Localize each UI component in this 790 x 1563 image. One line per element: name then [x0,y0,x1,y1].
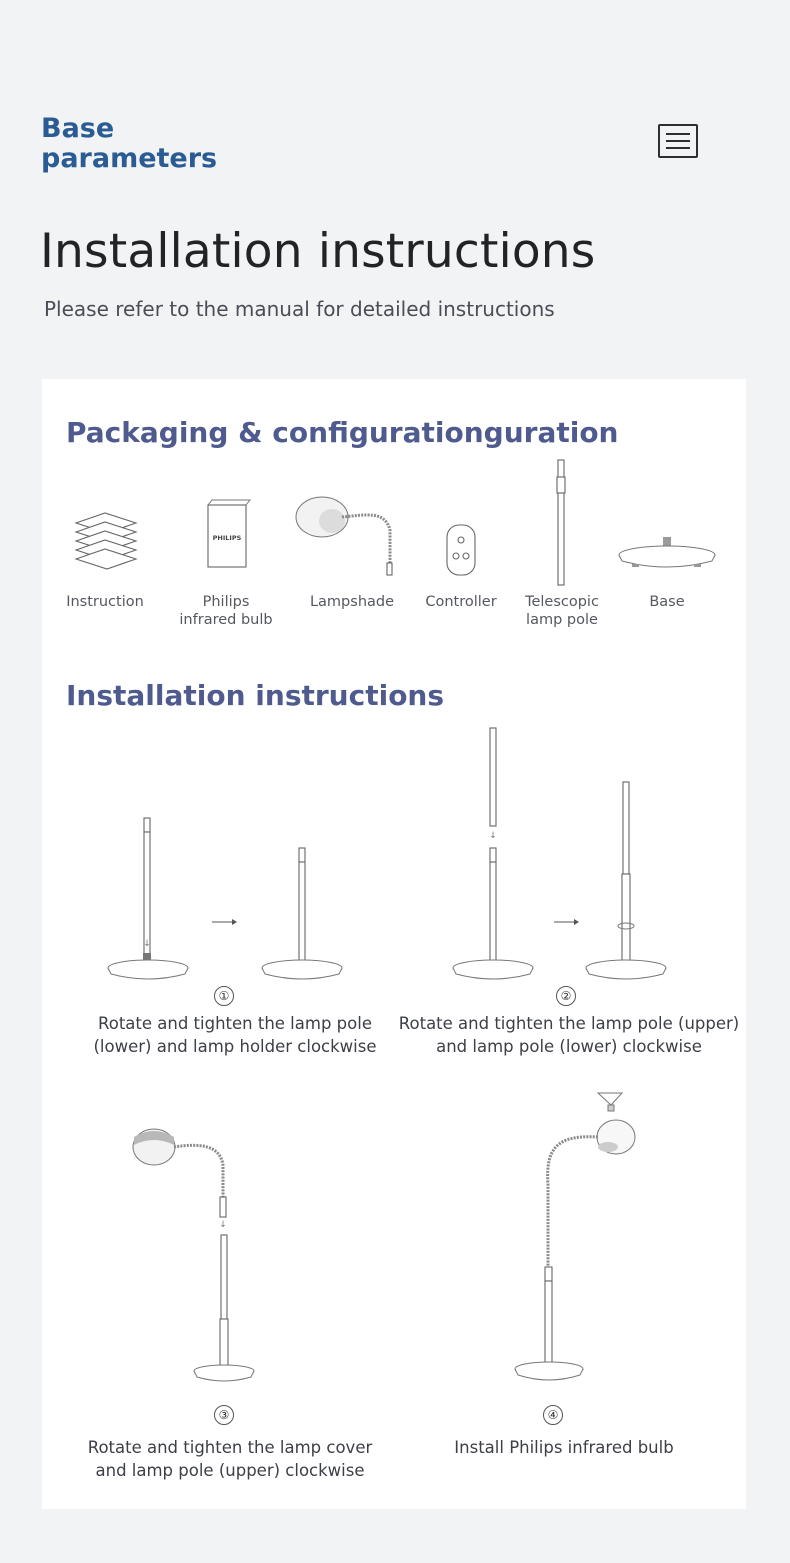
step-3-caption-line1: Rotate and tighten the lamp cover [87,1438,373,1457]
package-label: Telescopic [525,594,599,610]
steps-1-2-illustrations [90,720,710,990]
installation-section-title: Installation instructions [66,679,445,712]
step3-lampshade-and-pole-icon [133,1129,254,1381]
package-label: Lampshade [309,594,395,610]
menu-bar-bottom [666,147,690,149]
site-section-title [41,114,341,174]
svg-text:↓: ↓ [143,939,151,949]
package-label: Instruction [66,594,144,610]
package-item-bulb [161,593,291,629]
menu-bar-top [666,133,690,135]
step-4-caption [389,1436,739,1459]
package-label-line2: lamp pole [526,612,598,628]
step-1-number: ① [214,986,234,1006]
step-3-number: ③ [214,1405,234,1425]
site-section-title-line1: Base [41,113,115,144]
step-4-caption-line1: Install Philips infrared bulb [454,1438,674,1457]
controller-icon [447,525,475,575]
package-label-line2: infrared bulb [179,612,273,628]
philips-box-text: PHILIPS [212,534,242,542]
step-2-caption [394,1012,744,1058]
package-label: Controller [425,594,497,610]
site-section-title-line2: parameters [41,143,218,174]
step-1-caption-line1: Rotate and tighten the lamp pole [98,1014,372,1033]
svg-text:↓: ↓ [219,1220,227,1230]
steps-3-4-illustrations [90,1075,710,1405]
step-3-caption-line2: and lamp pole (upper) clockwise [95,1461,365,1480]
step-1-caption-line2: (lower) and lamp holder clockwise [93,1037,377,1056]
step-2-number: ② [556,986,576,1006]
bulb-box-icon [208,500,250,567]
package-label: Base [649,594,685,610]
package-label: Philips [202,594,250,610]
telescopic-pole-icon [557,460,565,585]
step-2-caption-line2: and lamp pole (lower) clockwise [436,1037,702,1056]
menu-bar-middle [666,140,690,142]
step1-assembled-icon [262,848,342,979]
step-2-caption-line1: Rotate and tighten the lamp pole (upper) [398,1014,740,1033]
base-icon [619,537,715,567]
packaging-illustrations [60,455,740,595]
lampshade-icon [296,497,392,575]
step2-assembled-icon [586,782,666,979]
package-item-base [602,593,732,611]
package-item-instruction [40,593,170,611]
step4-assembled-lamp-icon [515,1093,635,1380]
step1-pole-and-base-icon [108,818,188,979]
page-subtitle: Please refer to the manual for detailed instructions [44,297,555,321]
instruction-manual-icon [76,513,136,569]
svg-text:↓: ↓ [489,831,497,841]
page-title: Installation instructions [40,224,596,279]
step-3-caption [55,1436,405,1482]
step2-poles-and-base-icon [453,728,533,979]
step-1-caption [60,1012,410,1058]
step-4-number: ④ [543,1405,563,1425]
packaging-section-title: Packaging & configurationguration [66,416,619,449]
hamburger-menu-button[interactable] [658,124,698,158]
step1-arrow-icon [212,919,237,925]
step2-arrow-icon [554,919,579,925]
